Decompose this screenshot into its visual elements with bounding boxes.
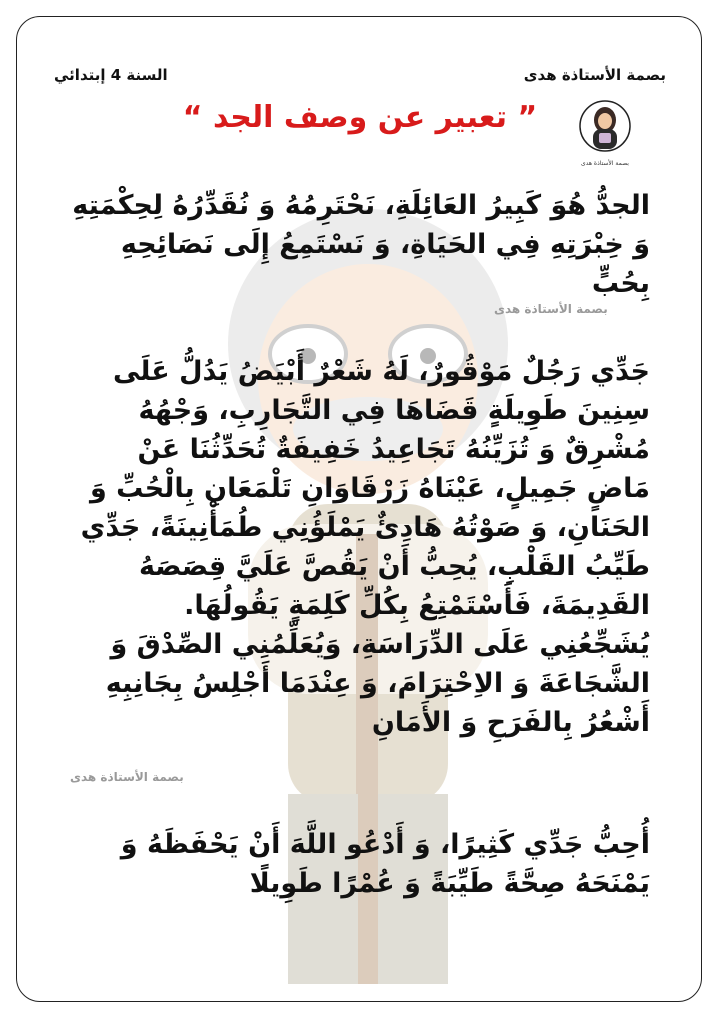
teacher-signature: بصمة الأستاذة هدى (523, 66, 666, 84)
logo-caption: بصمة الأستاذة هدى (581, 160, 629, 167)
paragraph-description: جَدِّي رَجُلٌ مَوْقُورٌ، لَهُ شَعْرٌ أَبْيَضُ يَدُلُّ عَلَى سِنِينَ طَوِيلَةٍ قَضَاهَا فِي التَّجَارِبِ، وَجْهُهُ مُشْرِقٌ وَ تُزَيِّنُهُ تَجَاعِيدُ خَفِيفَةٌ تُحَدِّثُنَا عَنْ مَاضٍ جَمِيلٍ، عَيْنَاهُ زَرْقَاوَانِ تَلْمَعَانِ بِالْحُبِّ وَ الحَنَانِ، وَ صَوْتُهُ هَادِئٌ يَمْلَؤُنِي طُمَأْنِينَةً، جَدِّي طَيِّبُ القَلْبِ، يُحِبُّ أَنْ يَقُصَّ عَلَيَّ قِصَصَهُ القَدِيمَةَ، فَأَسْتَمْتِعُ بِكُلِّ كَلِمَةٍ يَقُولُهَا. يُشَجِّعُنِي عَلَى الدِّرَاسَةِ، وَيُعَلِّمُنِي الصِّدْقَ وَ الشَّجَاعَةَ وَ الاِحْتِرَامَ، وَ عِنْدَمَا أَجْلِسُ بِجَانِبِهِ أَشْعُرُ بِالفَرَحِ وَ الأَمَانِ (80, 356, 650, 738)
page-title: “ تعبير عن وصف الجد ” (182, 100, 538, 135)
watermark-2: بصمة الأستاذة هدى (70, 770, 184, 784)
paragraph-conclusion: أُحِبُّ جَدِّي كَثِيرًا، وَ أَدْعُو اللَّهَ أَنْ يَحْفَظَهُ وَ يَمْنَحَهُ صِحَّةً طَيِّبَةً وَ عُمْرًا طَوِيلًا (120, 829, 650, 899)
grade-level: السنة 4 إبتدائي (54, 66, 168, 84)
teacher-avatar-icon (574, 98, 636, 164)
watermark-1: بصمة الأستاذة هدى (494, 302, 608, 316)
paragraph-intro: الجدُّ هُوَ كَبِيرُ العَائِلَةِ، نَحْتَرِمُهُ وَ نُقَدِّرُهُ لِحِكْمَتِهِ وَ خِبْرَتِهِ فِي الحَيَاةِ، وَ نَسْتَمِعُ إِلَى نَصَائِحِهِ بِحُبٍّ (72, 190, 650, 299)
